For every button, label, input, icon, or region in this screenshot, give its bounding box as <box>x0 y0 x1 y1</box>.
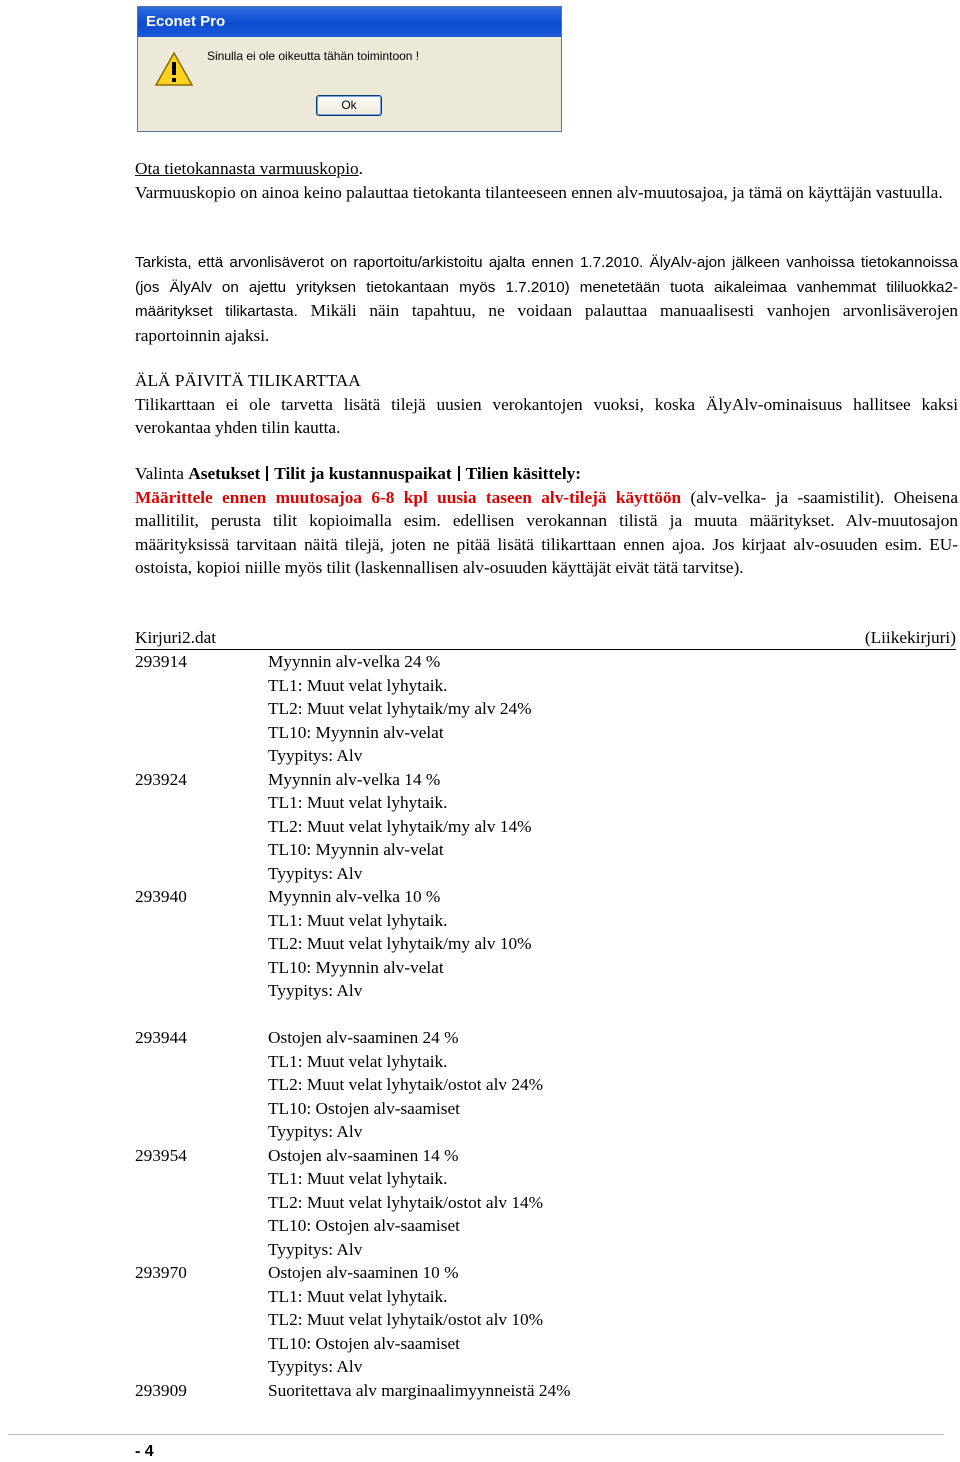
dialog-message: Sinulla ei ole oikeutta tähän toimintoon ! <box>207 49 420 63</box>
account-property: TL2: Muut velat lyhytaik/ostot alv 10% <box>268 1310 544 1329</box>
account-property: TL10: Myynnin alv-velat <box>268 840 444 859</box>
account-property: TL10: Myynnin alv-velat <box>268 957 444 977</box>
error-dialog-screenshot <box>137 6 562 132</box>
check-text-sans: Tarkista, että arvonlisäverot on raportoitu/arkistoitu ajalta ennen 1.7.2010. ÄlyAlv-ajon jälkeen vanhoissa tietokannoissa (jos ÄlyAlv on ajettu yrityksen tietokantaan myös 1.7.2010) menetetään tuota aikaleimaa vanhemmat tililuokka2-määritykset tilikartasta. <box>135 254 958 320</box>
selection-section <box>135 462 958 580</box>
menu-separator <box>458 466 460 481</box>
no-update-heading: ÄLÄ PÄIVITÄ TILIKARTTAA <box>135 371 361 390</box>
check-text-serif: Mikäli näin tapahtuu, ne voidaan palauttaa manuaalisesti vanhojen arvonlisäverojen raportoinnin ajaksi. <box>135 301 959 345</box>
menu-tilien-kasittely: Tilien käsittely: <box>465 464 582 483</box>
file-header <box>135 626 956 650</box>
backup-heading: Ota tietokannasta varmuuskopio <box>135 159 359 178</box>
dialog-title: Econet Pro <box>138 7 561 37</box>
account-name: Ostojen alv-saaminen 10 % <box>268 1263 459 1282</box>
ok-button[interactable]: Ok <box>316 95 382 116</box>
backup-heading-period: . <box>358 159 363 178</box>
account-property: TL1: Muut velat lyhytaik. <box>268 1169 448 1188</box>
account-property: Tyypitys: Alv <box>268 1122 363 1141</box>
account-property: TL10: Myynnin alv-velat <box>268 722 444 742</box>
footer-divider <box>8 1434 944 1435</box>
account-property: TL2: Muut velat lyhytaik/ostot alv 14% <box>268 1192 544 1212</box>
account-property: Tyypitys: Alv <box>268 746 363 765</box>
account-number: 293909 <box>135 1380 187 1400</box>
account-property: TL10: Ostojen alv-saamiset <box>268 1333 460 1353</box>
account-number: 293944 <box>135 1028 187 1047</box>
backup-text: Varmuuskopio on ainoa keino palauttaa tietokanta tilanteeseen ennen alv-muutosajoa, ja tämä on käyttäjän vastuulla. <box>135 182 943 202</box>
account-property: TL1: Muut velat lyhytaik. <box>268 793 448 812</box>
account-name: Suoritettava alv marginaalimyynneistä 24% <box>268 1380 571 1400</box>
account-property: TL2: Muut velat lyhytaik/ostot alv 24% <box>268 1075 544 1094</box>
account-property: TL2: Muut velat lyhytaik/my alv 14% <box>268 816 532 836</box>
instruction-text: (alv-velka- ja -saamistilit). Oheisena mallitilit, perusta tilit kopioimalla esim. edellisen verokannan tilistä ja muuta määritykset. Alv-muutosajon määrityksissä tarvitaan näitä tilejä, joten ne pitää lisätä tilikarttaan ennen ajoa. Jos kirjaat alv-osuuden esim. EU-ostoista, kopioi niille myös tilit (laskennallisen alv-osuuden käyttäjät eivät tätä tarvitse). <box>135 487 958 577</box>
menu-asetukset: Asetukset <box>188 464 261 483</box>
account-property: TL10: Ostojen alv-saamiset <box>268 1216 460 1235</box>
account-number: 293924 <box>135 769 187 789</box>
account-property: TL2: Muut velat lyhytaik/my alv 24% <box>268 699 532 718</box>
no-update-text: Tilikarttaan ei ole tarvetta lisätä tilejä uusien verokantojen vuoksi, koska ÄlyAlv-ominaisuus hallitsee kaksi verokantaa yhden tilin kautta. <box>135 394 958 437</box>
account-name: Ostojen alv-saaminen 24 % <box>268 1028 459 1047</box>
menu-separator <box>266 466 268 481</box>
program-name: (Liikekirjuri) <box>864 628 956 647</box>
account-number: 293954 <box>135 1145 187 1165</box>
account-property: TL10: Ostojen alv-saamiset <box>268 1098 460 1118</box>
account-number: 293940 <box>135 887 187 906</box>
file-name: Kirjuri2.dat <box>135 628 217 647</box>
account-name: Myynnin alv-velka 10 % <box>268 887 441 906</box>
account-number: 293970 <box>135 1263 187 1282</box>
dialog-body <box>138 37 561 131</box>
page-number: - 4 <box>135 1443 154 1460</box>
selection-prefix: Valinta <box>135 464 184 483</box>
account-property: TL1: Muut velat lyhytaik. <box>268 1051 448 1071</box>
account-property: Tyypitys: Alv <box>268 1357 363 1376</box>
account-number: 293914 <box>135 652 187 671</box>
warning-icon <box>154 51 194 87</box>
account-name: Ostojen alv-saaminen 14 % <box>268 1145 459 1165</box>
account-property: TL1: Muut velat lyhytaik. <box>268 675 448 695</box>
check-section <box>135 250 958 347</box>
no-update-section <box>135 369 958 440</box>
account-property: Tyypitys: Alv <box>268 1239 363 1259</box>
backup-section <box>135 157 958 204</box>
red-instruction: Määrittele ennen muutosajoa 6-8 kpl uusia taseen alv-tilejä käyttöön <box>135 487 682 507</box>
account-property: Tyypitys: Alv <box>268 981 363 1000</box>
account-name: Myynnin alv-velka 14 % <box>268 769 441 789</box>
account-property: TL1: Muut velat lyhytaik. <box>268 910 448 930</box>
account-property: TL1: Muut velat lyhytaik. <box>268 1286 448 1306</box>
account-name: Myynnin alv-velka 24 % <box>268 652 441 671</box>
menu-tilit: Tilit ja kustannuspaikat <box>274 464 452 483</box>
account-property: TL2: Muut velat lyhytaik/my alv 10% <box>268 934 532 953</box>
account-property: Tyypitys: Alv <box>268 863 363 883</box>
